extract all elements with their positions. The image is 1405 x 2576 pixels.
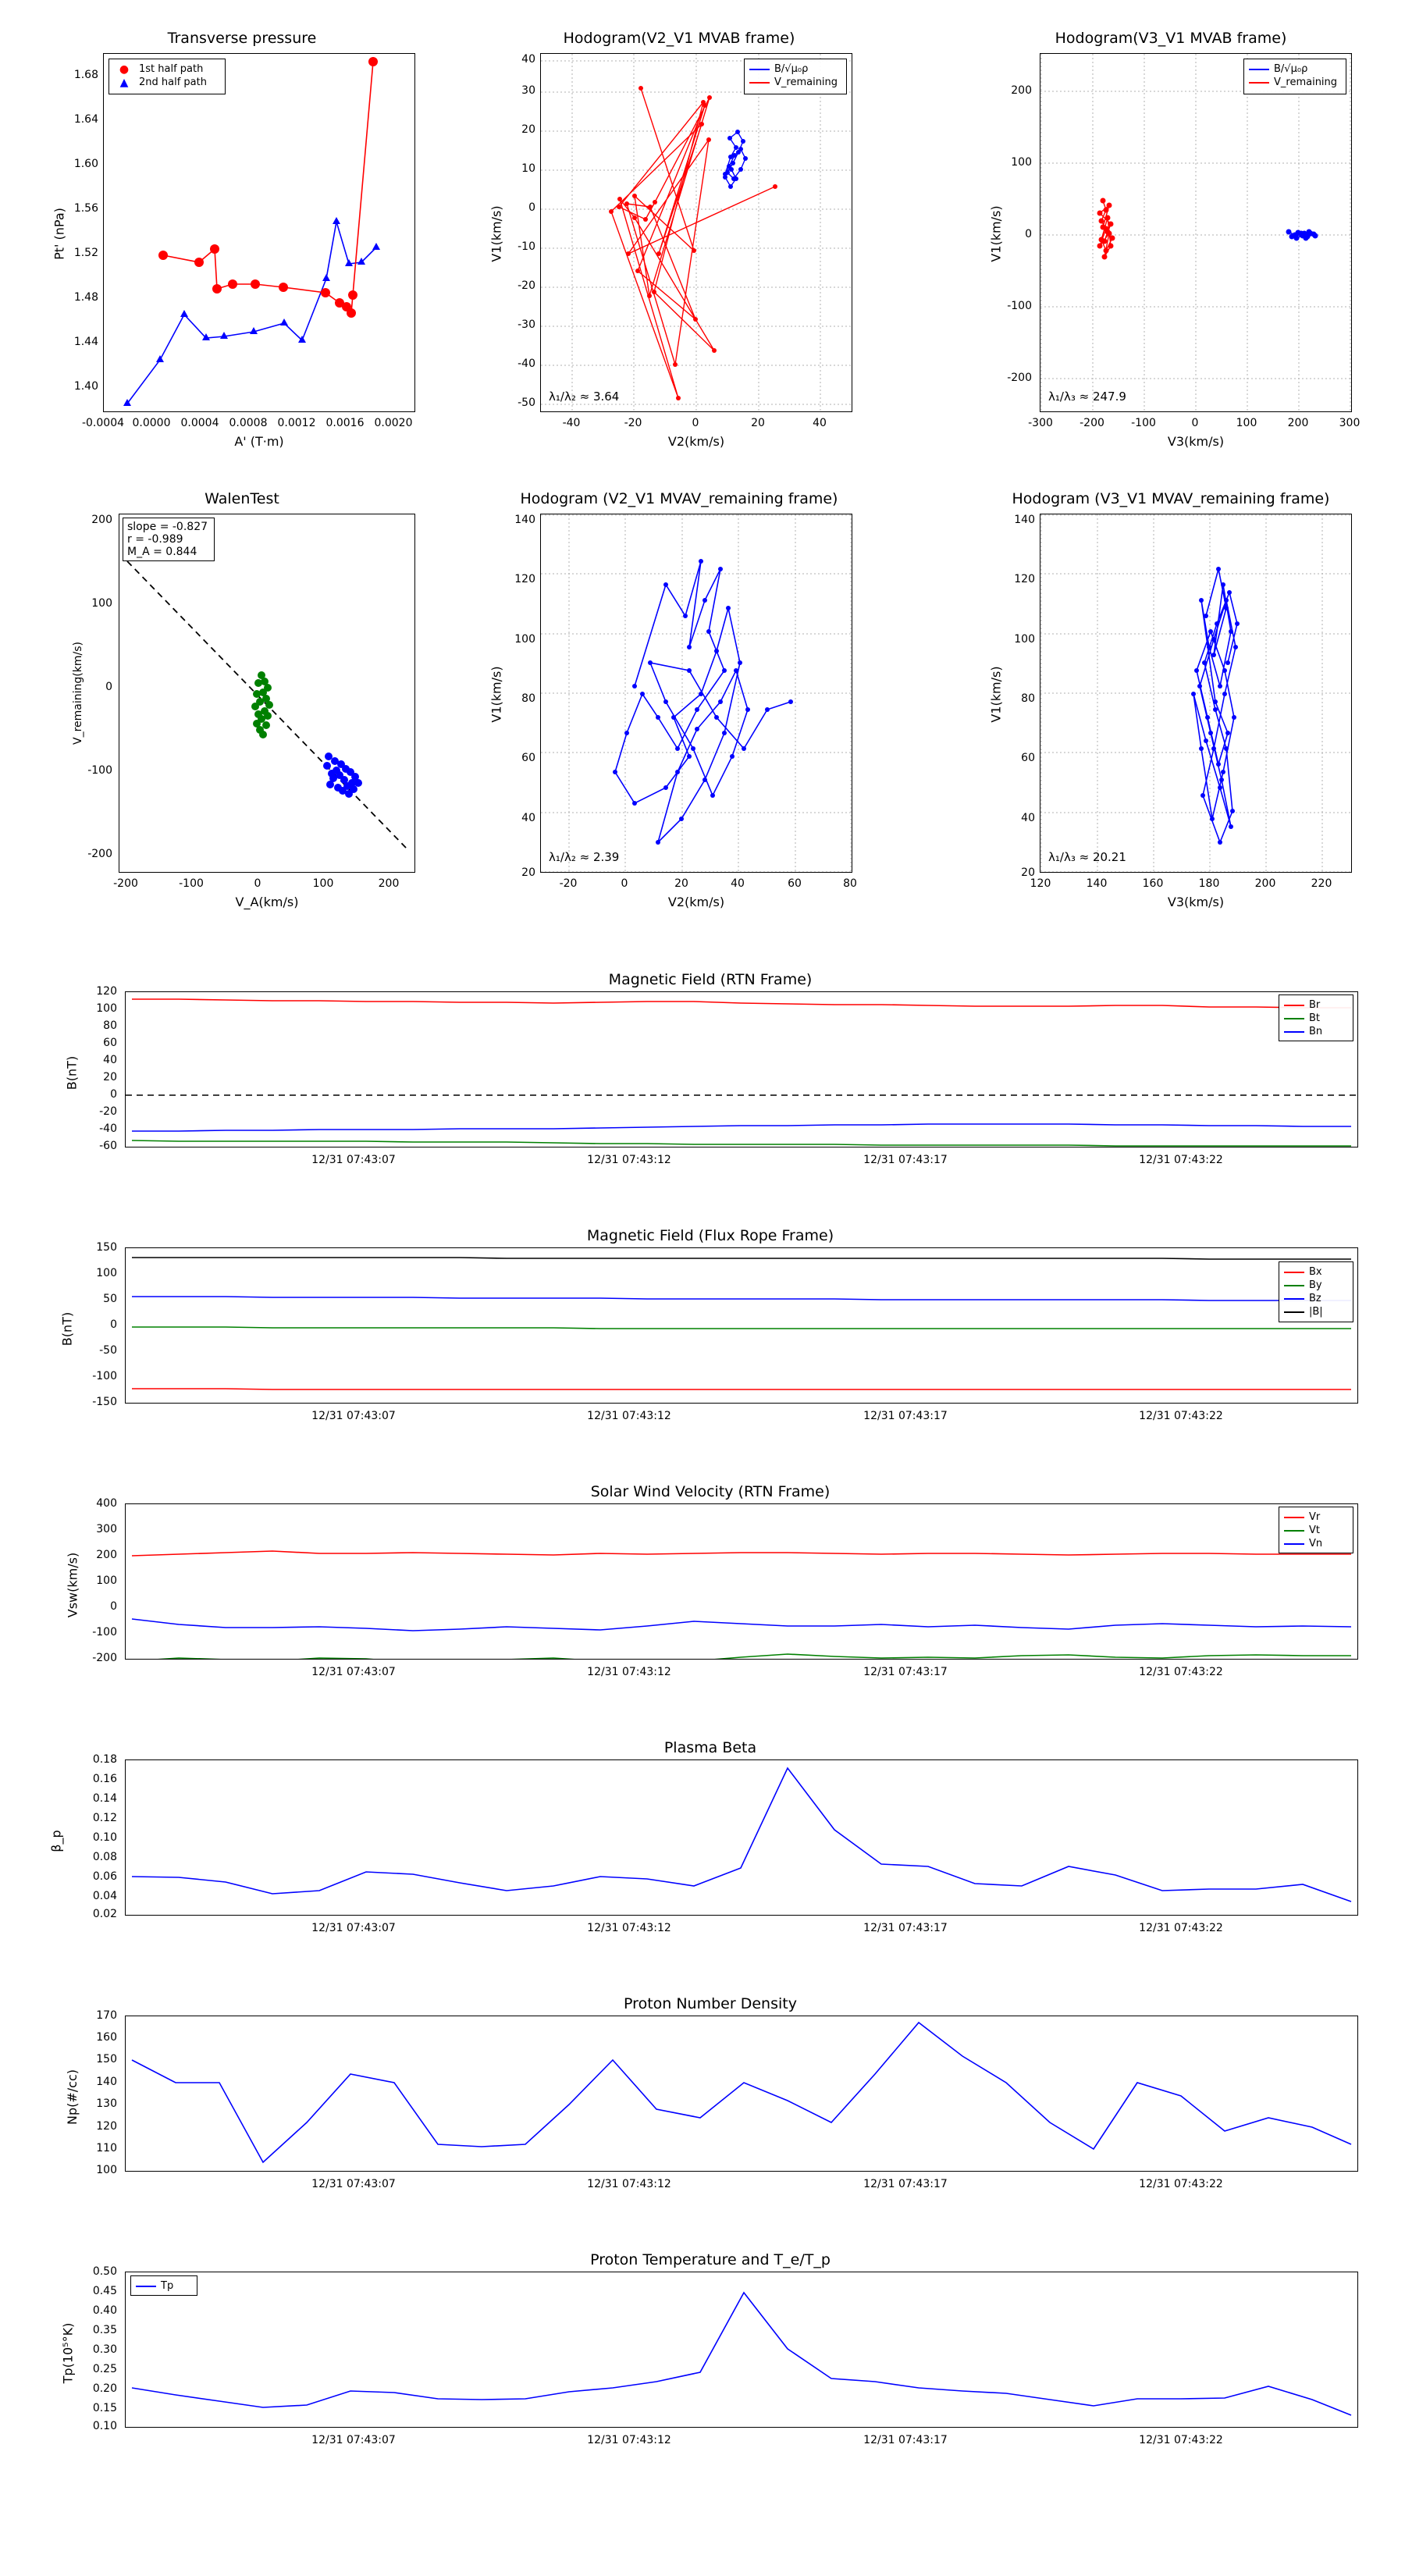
x-tick: 12/31 07:43:12 (587, 1666, 671, 1678)
x-tick: 0 (621, 877, 628, 890)
line-swatch-icon (1284, 1285, 1304, 1286)
y-axis-label: B(nT) (64, 1055, 80, 1091)
line-swatch-icon (749, 82, 770, 84)
x-tick: 40 (813, 417, 827, 429)
panel-magnetic-field-rtn (47, 971, 1374, 1179)
y-tick: 110 (96, 2142, 117, 2154)
y-tick: -50 (518, 397, 535, 409)
y-tick: 100 (96, 1267, 117, 1279)
x-tick: 220 (1311, 877, 1332, 890)
legend-row (1284, 1524, 1348, 1537)
line-swatch-icon (1284, 1272, 1304, 1273)
plot-title: WalenTest (205, 490, 279, 507)
plot-area (540, 514, 852, 873)
panel-hodogram-v2v1-mvab (484, 30, 874, 449)
hodogram-v2v1-mvav-svg (541, 514, 852, 872)
panel-proton-temperature (47, 2251, 1374, 2459)
x-tick: 12/31 07:43:17 (863, 1154, 948, 1166)
y-tick: -30 (518, 318, 535, 331)
legend-hodogram-v3v1-mvab (1243, 59, 1346, 94)
legend-label: Bn (1309, 1026, 1323, 1037)
eigenvalue-ratio-annotation: λ₁/λ₃ ≈ 247.9 (1048, 390, 1126, 404)
x-tick: 0 (254, 877, 261, 890)
y-tick: 0 (528, 201, 535, 214)
legend-row (1284, 1510, 1348, 1524)
legend-row (1284, 1537, 1348, 1550)
plot-title: Magnetic Field (Flux Rope Frame) (586, 1227, 834, 1244)
y-axis-label: B(nT) (59, 1311, 75, 1347)
eigenvalue-ratio-annotation: λ₁/λ₂ ≈ 3.64 (549, 390, 620, 404)
y-axis-label: Tp(10⁵°K) (60, 2322, 76, 2384)
x-tick: 0.0012 (277, 417, 316, 429)
proton-temperature-svg (126, 2272, 1357, 2427)
y-tick: -200 (1007, 372, 1032, 384)
y-tick: 200 (91, 514, 112, 526)
walen-ma: M_A = 0.844 (127, 546, 197, 558)
y-tick: 140 (514, 514, 535, 526)
legend-label: Br (1309, 999, 1321, 1011)
legend-label: Vr (1309, 1511, 1321, 1523)
legend-magnetic-field-fluxrope (1279, 1261, 1353, 1322)
x-tick: 200 (1254, 877, 1276, 890)
y-axis-label: V1(km/s) (988, 205, 1004, 262)
panel-hodogram-v2v1-mvav (484, 490, 874, 909)
legend-row (1249, 76, 1341, 89)
y-tick: 1.40 (73, 380, 98, 393)
y-tick: 0 (105, 681, 112, 693)
y-tick: 0.30 (92, 2343, 117, 2356)
legend-row (749, 62, 841, 76)
line-swatch-icon (1284, 1005, 1304, 1006)
line-swatch-icon (1249, 82, 1269, 84)
y-tick: 200 (1011, 84, 1032, 97)
x-tick: 20 (751, 417, 765, 429)
x-tick: 12/31 07:43:17 (863, 1666, 948, 1678)
y-tick: -10 (518, 240, 535, 253)
y-tick: 140 (1014, 514, 1035, 526)
y-tick: 0.14 (92, 1792, 117, 1805)
panel-walen-test (47, 490, 437, 909)
y-tick: 100 (1014, 633, 1035, 646)
legend-row (1284, 1305, 1348, 1318)
y-tick: 0.18 (92, 1753, 117, 1766)
line-swatch-icon (1284, 1298, 1304, 1300)
plot-area (125, 1759, 1358, 1916)
y-tick: 1.52 (73, 247, 98, 259)
y-tick: 120 (514, 573, 535, 585)
x-tick: 12/31 07:43:12 (587, 2434, 671, 2446)
y-tick: 20 (521, 123, 535, 136)
legend-label: V_remaining (1274, 76, 1338, 88)
y-tick: 40 (521, 53, 535, 66)
y-tick: 100 (96, 2164, 117, 2176)
line-swatch-icon (1249, 69, 1269, 70)
x-tick: -200 (1080, 417, 1104, 429)
plot-title: Hodogram(V3_V1 MVAB frame) (1055, 30, 1287, 47)
x-tick: 12/31 07:43:22 (1139, 1922, 1223, 1934)
y-tick: -100 (92, 1370, 117, 1382)
x-tick: 12/31 07:43:12 (587, 1922, 671, 1934)
legend-label: By (1309, 1279, 1322, 1291)
y-tick: 120 (96, 2120, 117, 2133)
plot-area (119, 514, 415, 873)
legend-row (136, 2279, 192, 2293)
y-tick: -150 (92, 1396, 117, 1408)
y-axis-label: Np(#/cc) (65, 2069, 80, 2125)
legend-label: Bt (1309, 1012, 1321, 1024)
plot-title: Proton Number Density (624, 1995, 797, 2012)
y-tick: 300 (96, 1523, 117, 1535)
y-axis-label: V1(km/s) (489, 205, 504, 262)
hodogram-v3v1-mvav-svg (1040, 514, 1351, 872)
y-tick: 100 (96, 1002, 117, 1015)
x-tick: 12/31 07:43:17 (863, 2178, 948, 2190)
y-tick: 1.64 (73, 113, 98, 126)
line-swatch-icon (1284, 1031, 1304, 1033)
panel-proton-number-density (47, 1995, 1374, 2203)
plot-area (1040, 514, 1352, 873)
x-tick: -100 (1131, 417, 1156, 429)
x-axis-label: V2(km/s) (667, 434, 725, 449)
walen-test-svg (119, 514, 414, 872)
panel-transverse-pressure (47, 30, 437, 449)
y-tick: 0.10 (92, 1831, 117, 1844)
y-tick: 0.12 (92, 1812, 117, 1824)
x-tick: -20 (559, 877, 578, 890)
y-tick: 40 (1021, 812, 1035, 824)
y-tick: 100 (96, 1574, 117, 1587)
y-tick: 0.40 (92, 2304, 117, 2317)
legend-transverse-pressure (108, 59, 226, 94)
y-tick: 0.08 (92, 1851, 117, 1863)
x-tick: 0.0020 (374, 417, 413, 429)
x-tick: 12/31 07:43:07 (311, 2178, 396, 2190)
x-tick: 12/31 07:43:12 (587, 1154, 671, 1166)
walen-stats-box (123, 518, 215, 561)
y-tick: 0.35 (92, 2324, 117, 2336)
x-tick: 40 (731, 877, 745, 890)
panel-hodogram-v3v1-mvab (968, 30, 1374, 449)
x-tick: 12/31 07:43:22 (1139, 1154, 1223, 1166)
plot-title: Hodogram(V2_V1 MVAB frame) (563, 30, 795, 47)
y-tick: 0.16 (92, 1773, 117, 1785)
legend-row (749, 76, 841, 89)
plot-area (540, 53, 852, 412)
y-tick: 1.68 (73, 69, 98, 81)
walen-r: r = -0.989 (127, 533, 183, 546)
hodogram-v3v1-mvab-svg (1040, 54, 1351, 411)
y-tick: 150 (96, 2053, 117, 2065)
x-tick: 12/31 07:43:22 (1139, 2178, 1223, 2190)
legend-row (1284, 1012, 1348, 1025)
x-tick: -100 (179, 877, 204, 890)
y-tick: 80 (1021, 692, 1035, 705)
plot-title: Plasma Beta (663, 1739, 757, 1756)
y-tick: 0.25 (92, 2363, 117, 2375)
x-tick: 12/31 07:43:12 (587, 1410, 671, 1422)
x-tick: 12/31 07:43:07 (311, 1922, 396, 1934)
y-tick: 160 (96, 2031, 117, 2044)
x-tick: 120 (1030, 877, 1051, 890)
plot-title: Proton Temperature and T_e/T_p (590, 2251, 831, 2268)
x-tick: 180 (1198, 877, 1220, 890)
legend-label: Tp (161, 2280, 174, 2292)
plot-title: Solar Wind Velocity (RTN Frame) (590, 1483, 831, 1500)
magnetic-field-rtn-svg (126, 992, 1357, 1147)
y-tick: 0.06 (92, 1870, 117, 1883)
eigenvalue-ratio-annotation: λ₁/λ₃ ≈ 20.21 (1048, 850, 1126, 864)
y-tick: 130 (96, 2097, 117, 2110)
y-tick: 0.15 (92, 2402, 117, 2414)
x-tick: 12/31 07:43:07 (311, 1410, 396, 1422)
x-tick: 12/31 07:43:17 (863, 2434, 948, 2446)
y-tick: 30 (521, 84, 535, 97)
y-tick: 0.02 (92, 1908, 117, 1920)
x-tick: -0.0004 (81, 417, 125, 429)
y-axis-label: Pt' (nPa) (52, 208, 67, 260)
plot-area (125, 2272, 1358, 2428)
y-tick: -20 (99, 1105, 117, 1118)
y-tick: 20 (1021, 866, 1035, 879)
x-tick: 0.0004 (180, 417, 219, 429)
x-tick: 200 (378, 877, 400, 890)
legend-solar-wind-velocity (1279, 1507, 1353, 1553)
y-tick: 120 (96, 985, 117, 998)
y-axis-label: V1(km/s) (988, 666, 1004, 723)
legend-row (1284, 1279, 1348, 1292)
y-tick: -50 (99, 1344, 117, 1357)
x-tick: 12/31 07:43:22 (1139, 1666, 1223, 1678)
y-axis-label: V_remaining(km/s) (72, 642, 84, 745)
plot-title (968, 490, 1374, 507)
x-tick: 0.0000 (132, 417, 171, 429)
plot-title-text: Hodogram (V2_V1 MVAV_remaining frame) (520, 490, 838, 507)
legend-label: B/√μ₀ρ (1274, 63, 1308, 75)
legend-row (1284, 998, 1348, 1012)
legend-row (1284, 1265, 1348, 1279)
y-tick: 0.04 (92, 1890, 117, 1902)
x-tick: -200 (113, 877, 138, 890)
plot-title: Magnetic Field (RTN Frame) (608, 971, 813, 988)
y-tick: 120 (1014, 573, 1035, 585)
x-tick: 12/31 07:43:22 (1139, 2434, 1223, 2446)
y-tick: 40 (521, 812, 535, 824)
x-tick: 12/31 07:43:07 (311, 1154, 396, 1166)
x-tick: 12/31 07:43:17 (863, 1922, 948, 1934)
x-tick: 160 (1142, 877, 1164, 890)
legend-label: Vt (1309, 1525, 1320, 1536)
legend-label: |B| (1309, 1306, 1323, 1318)
x-tick: 80 (843, 877, 857, 890)
y-tick: -20 (518, 279, 535, 292)
hodogram-v2v1-mvab-svg (541, 54, 852, 411)
y-tick: -100 (87, 764, 112, 777)
y-tick: -100 (92, 1626, 117, 1638)
x-tick: 0 (692, 417, 699, 429)
x-axis-label: V3(km/s) (1167, 895, 1225, 909)
plasma-beta-svg (126, 1760, 1357, 1915)
y-tick: 0 (110, 1088, 117, 1101)
plot-area (125, 1503, 1358, 1660)
circle-marker-icon: ● (119, 62, 130, 76)
y-tick: 0 (1025, 228, 1032, 240)
x-tick: 12/31 07:43:17 (863, 1410, 948, 1422)
plot-area (125, 1247, 1358, 1404)
plot-area (103, 53, 415, 412)
plot-title (484, 490, 874, 507)
legend-label: Vn (1309, 1538, 1323, 1550)
plot-area (1040, 53, 1352, 412)
y-tick: 60 (103, 1037, 117, 1049)
y-tick: -100 (1007, 300, 1032, 312)
y-tick: 20 (103, 1071, 117, 1083)
plot-area (125, 991, 1358, 1147)
x-tick: -20 (624, 417, 642, 429)
y-axis-label: Vsw(km/s) (65, 1552, 80, 1618)
y-tick: 1.48 (73, 291, 98, 304)
y-tick: -40 (99, 1123, 117, 1135)
y-tick: 0.10 (92, 2420, 117, 2432)
proton-number-density-svg (126, 2016, 1357, 2171)
plot-title: Transverse pressure (167, 30, 317, 47)
x-tick: 12/31 07:43:22 (1139, 1410, 1223, 1422)
line-swatch-icon (749, 69, 770, 70)
x-tick: 100 (1236, 417, 1257, 429)
legend-hodogram-v2v1-mvab (744, 59, 847, 94)
x-tick: 140 (1086, 877, 1108, 890)
solar-wind-velocity-svg (126, 1504, 1357, 1659)
y-tick: -200 (87, 848, 112, 860)
x-tick: 12/31 07:43:07 (311, 1666, 396, 1678)
y-axis-label: V1(km/s) (489, 666, 504, 723)
x-tick: 0 (1191, 417, 1199, 429)
y-tick: 40 (103, 1054, 117, 1066)
y-tick: -40 (518, 358, 535, 370)
plot-title-text: Hodogram (V3_V1 MVAV_remaining frame) (1012, 490, 1330, 507)
y-tick: 1.60 (73, 158, 98, 170)
x-tick: 12/31 07:43:07 (311, 2434, 396, 2446)
legend-label: 1st half path (139, 63, 204, 75)
x-tick: -40 (562, 417, 581, 429)
y-tick: 0.45 (92, 2285, 117, 2297)
legend-row (1284, 1292, 1348, 1305)
y-tick: 200 (96, 1549, 117, 1561)
y-tick: 1.56 (73, 202, 98, 215)
y-tick: 400 (96, 1497, 117, 1510)
legend-row (1249, 62, 1341, 76)
walen-slope: slope = -0.827 (127, 521, 208, 533)
y-tick: 150 (96, 1241, 117, 1254)
y-tick: 0.50 (92, 2265, 117, 2278)
x-tick: 200 (1287, 417, 1309, 429)
y-tick: 100 (514, 633, 535, 646)
y-tick: 80 (103, 1019, 117, 1032)
x-tick: 20 (674, 877, 688, 890)
y-tick: 170 (96, 2009, 117, 2022)
legend-label: B/√μ₀ρ (774, 63, 809, 75)
x-tick: -300 (1028, 417, 1053, 429)
legend-row (1284, 1025, 1348, 1038)
y-tick: 100 (1011, 156, 1032, 169)
x-tick: 300 (1339, 417, 1361, 429)
x-tick: 0.0016 (325, 417, 365, 429)
y-tick: 100 (91, 597, 112, 610)
line-swatch-icon (1284, 1311, 1304, 1313)
line-swatch-icon (136, 2286, 156, 2287)
transverse-pressure-svg (104, 54, 414, 411)
legend-label: Bz (1309, 1293, 1321, 1304)
x-axis-label: V3(km/s) (1167, 434, 1225, 449)
y-tick: 80 (521, 692, 535, 705)
panel-hodogram-v3v1-mvav (968, 490, 1374, 909)
panel-solar-wind-velocity (47, 1483, 1374, 1691)
legend-row (114, 62, 220, 76)
y-axis-label: β_p (48, 1830, 64, 1852)
line-swatch-icon (1284, 1517, 1304, 1518)
y-tick: 1.44 (73, 336, 98, 348)
y-tick: 0 (110, 1600, 117, 1613)
y-tick: -60 (99, 1140, 117, 1152)
legend-row (114, 76, 220, 89)
y-tick: 20 (521, 866, 535, 879)
x-axis-label: V_A(km/s) (235, 895, 299, 909)
y-tick: 0 (110, 1318, 117, 1331)
y-tick: 60 (1021, 752, 1035, 764)
legend-magnetic-field-rtn (1279, 994, 1353, 1041)
panel-plasma-beta (47, 1739, 1374, 1947)
line-swatch-icon (1284, 1530, 1304, 1532)
panel-magnetic-field-fluxrope (47, 1227, 1374, 1435)
line-swatch-icon (1284, 1018, 1304, 1019)
line-swatch-icon (1284, 1543, 1304, 1545)
legend-label: Bx (1309, 1266, 1322, 1278)
plot-area (125, 2016, 1358, 2172)
x-axis-label: A' (T·m) (234, 434, 284, 449)
legend-label: 2nd half path (139, 76, 207, 88)
eigenvalue-ratio-annotation: λ₁/λ₂ ≈ 2.39 (549, 850, 620, 864)
y-tick: -200 (92, 1652, 117, 1664)
legend-label: V_remaining (774, 76, 838, 88)
y-tick: 50 (103, 1293, 117, 1305)
y-tick: 60 (521, 752, 535, 764)
y-tick: 10 (521, 162, 535, 175)
triangle-marker-icon: ▲ (119, 76, 129, 89)
legend-proton-temperature (130, 2275, 197, 2296)
x-tick: 100 (312, 877, 334, 890)
y-tick: 140 (96, 2076, 117, 2088)
x-axis-label: V2(km/s) (667, 895, 725, 909)
x-tick: 0.0008 (229, 417, 268, 429)
x-tick: 12/31 07:43:12 (587, 2178, 671, 2190)
x-tick: 60 (788, 877, 802, 890)
y-tick: 0.20 (92, 2382, 117, 2395)
magnetic-field-fluxrope-svg (126, 1248, 1357, 1403)
